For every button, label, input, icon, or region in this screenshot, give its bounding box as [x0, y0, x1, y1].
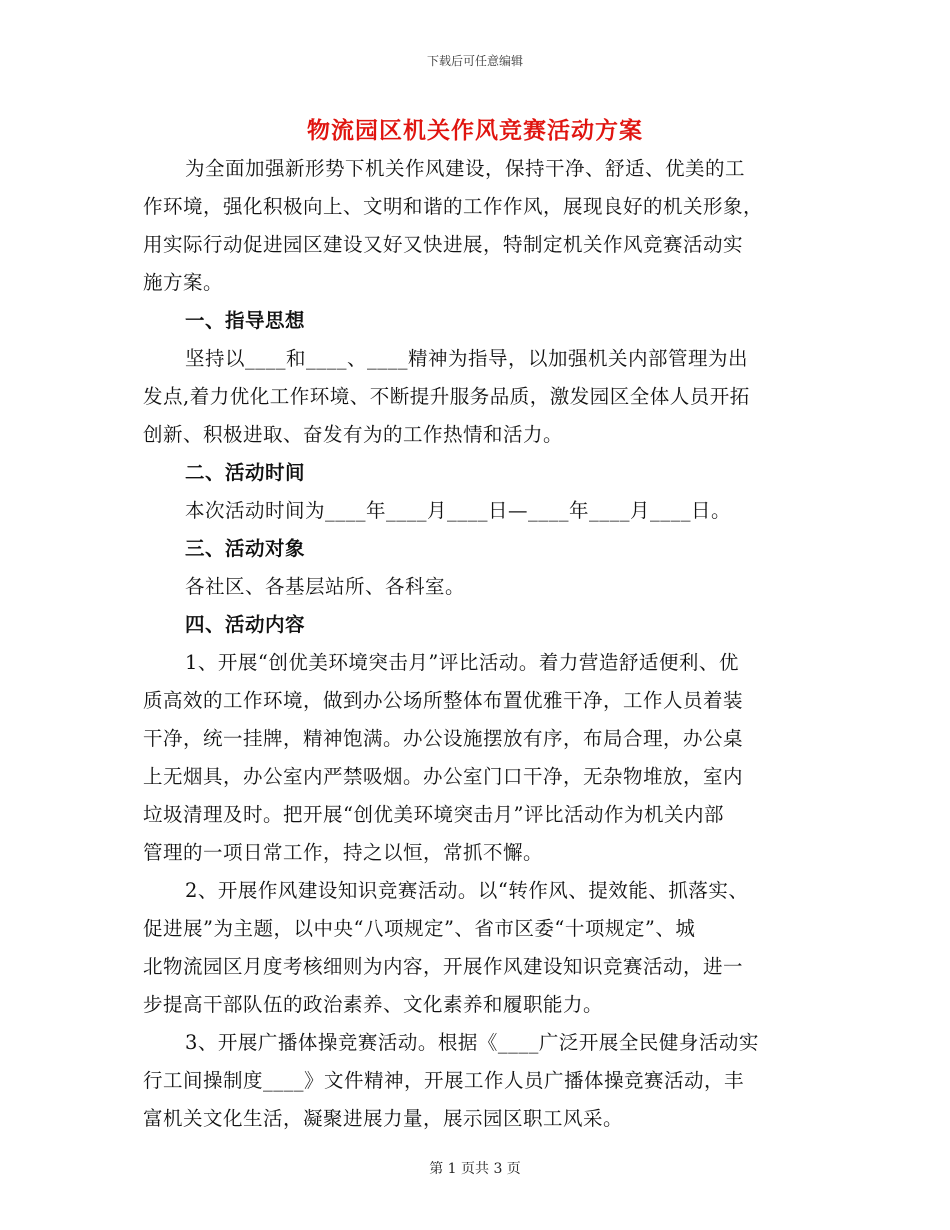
body-line: 作环境，强化积极向上、文明和谐的工作作风，展现良好的机关形象， — [143, 195, 764, 218]
document-body — [143, 150, 807, 1138]
body-line: 3、开展广播体操竞赛活动。根据《____广泛开展全民健身活动实 — [185, 1031, 759, 1054]
body-line: 坚持以____和____、____精神为指导，以加强机关内部管理为出 — [185, 347, 749, 370]
body-line: 1、开展“创优美环境突击月”评比活动。着力营造舒适便利、优 — [185, 651, 739, 674]
body-line: 为全面加强新形势下机关作风建设，保持干净、舒适、优美的工 — [185, 157, 746, 180]
body-line: 管理的一项日常工作，持之以恒，常抓不懈。 — [143, 841, 544, 864]
body-line: 用实际行动促进园区建设又好又快进展，特制定机关作风竞赛活动实 — [143, 233, 744, 256]
section-heading-activity-target: 三、活动对象 — [185, 537, 306, 560]
body-line: 发点,着力优化工作环境、不断提升服务品质，激发园区全体人员开拓 — [143, 385, 750, 408]
body-line: 垃圾清理及时。把开展“创优美环境突击月”评比活动作为机关内部 — [143, 803, 724, 826]
body-line: 步提高干部队伍的政治素养、文化素养和履职能力。 — [143, 993, 604, 1016]
section-heading-activity-content: 四、活动内容 — [185, 613, 306, 636]
body-line: 行工间操制度____》文件精神，开展工作人员广播体操竞赛活动，丰 — [143, 1069, 745, 1092]
page-footer: 第 1 页共 3 页 — [429, 1161, 521, 1177]
body-line: 各社区、各基层站所、各科室。 — [185, 575, 466, 598]
body-line: 施方案。 — [143, 271, 224, 294]
body-line: 上无烟具，办公室内严禁吸烟。办公室门口干净，无杂物堆放，室内 — [143, 765, 744, 788]
body-line: 促进展”为主题，以中央“八项规定”、省市区委“十项规定”、城 — [143, 917, 696, 940]
body-line: 质高效的工作环境，做到办公场所整体布置优雅干净，工作人员着装 — [143, 689, 744, 712]
body-line: 北物流园区月度考核细则为内容，开展作风建设知识竞赛活动，进一 — [143, 955, 744, 978]
header-note: 下载后可任意编辑 — [426, 54, 523, 68]
body-line: 富机关文化生活，凝聚进展力量，展示园区职工风采。 — [143, 1107, 624, 1130]
document-title: 物流园区机关作风竞赛活动方案 — [307, 117, 643, 144]
section-heading-guiding-thought: 一、指导思想 — [185, 309, 306, 332]
section-heading-activity-time: 二、活动时间 — [185, 461, 306, 484]
body-line: 本次活动时间为____年____月____日—____年____月____日。 — [185, 499, 732, 522]
body-line: 创新、积极进取、奋发有为的工作热情和活力。 — [143, 423, 564, 446]
body-line: 2、开展作风建设知识竞赛活动。以“转作风、提效能、抓落实、 — [185, 879, 749, 902]
body-line: 干净，统一挂牌，精神饱满。办公设施摆放有序，布局合理，办公桌 — [143, 727, 744, 750]
